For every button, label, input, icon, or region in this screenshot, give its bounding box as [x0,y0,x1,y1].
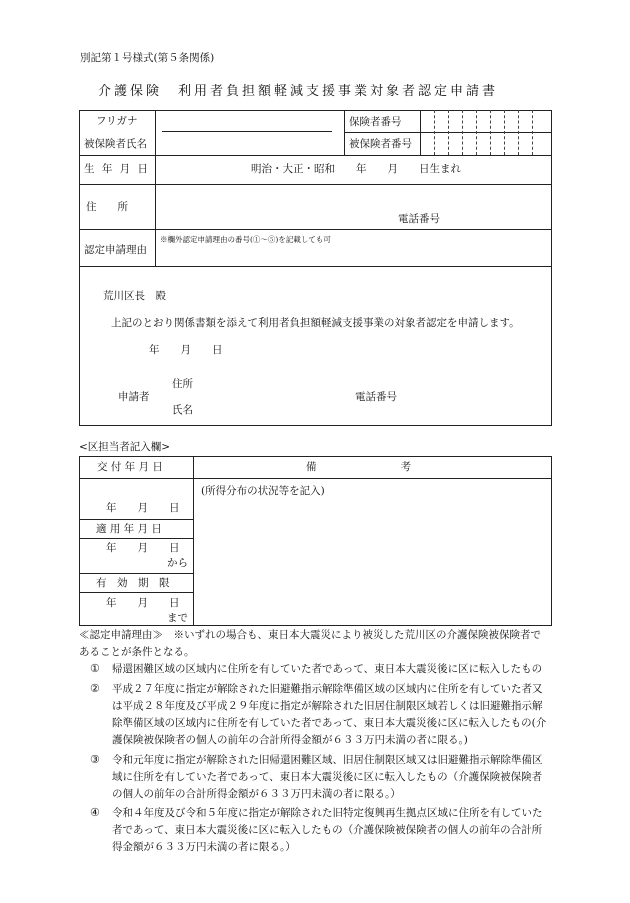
applicant-name-label: 氏名 [172,404,193,416]
reasons-intro-line1: ≪認定申請理由≫ ※いずれの場合も、東日本大震災により被災した荒川区の介護保険被保険者で [79,629,541,641]
from-label: から [167,557,188,569]
insured-name-label: 被保険者氏名 [84,138,147,150]
reason-item-1 [112,661,552,678]
reason-line: は平成２８年度及び平成２９年度に指定が解除された旧居住制限区域若しくは旧避難指示解 [112,700,543,712]
address-label: 住 所 [86,201,128,213]
reason-hint: ※欄外認定申請理由の番号(①～⑤)を記載しても可 [160,235,331,244]
reason-label: 認定申請理由 [84,244,147,256]
reason-item-3 [112,752,552,803]
applicant-label: 申請者 [118,391,150,403]
applicant-phone-field[interactable] [410,386,545,406]
declaration-body: 上記のとおり関係書類を添えて利用者負担額軽減支援事業の対象者認定を申請します。 [111,317,520,329]
reason-line: 得金額が６３３万円未満の者に限る。） [112,841,296,853]
form-number: 別記第１号様式(第５条関係) [80,52,215,64]
reason-line: 域に住所を有していた者であって、東日本大震災後に区に転入したもの（介護保険被保険者 [112,771,543,783]
reason-line: 者であって、東日本大震災後に区に転入したもの（介護保険被保険者の個人の前年の合計所 [112,824,543,836]
reason-number: ④ [90,806,100,819]
apply-date-value[interactable]: 年 月 日 [106,542,180,554]
until-label: まで [167,612,188,624]
reason-line: 平成２７年度に指定が解除された旧避難指示解除準備区域の区域内に住所を有していた者又 [112,683,543,695]
applicant-phone-label: 電話番号 [355,391,397,403]
applicant-address-label: 住所 [172,378,193,390]
reason-line: 令和４年度及び令和５年度に指定が解除された旧特定復興再生拠点区域に住所を有していた [112,807,543,819]
reasons-intro-line2: あることが条件となる。 [79,646,195,658]
remarks-hint: (所得分布の状況等を記入) [201,485,325,497]
remarks-field[interactable] [198,500,546,622]
address-field[interactable] [160,187,545,226]
phone-label: 電話番号 [398,213,440,225]
reason-line: 令和元年度に指定が解除された旧帰還困難区域、旧居住制限区域又は旧避難指示解除準備区 [112,754,543,766]
reason-line: の個人の前年の合計所得金額が６３３万円未満の者に限る。） [112,788,401,800]
insurance-number-label: 保険者番号 [349,116,402,128]
reason-item-4 [112,805,552,856]
insured-number-field[interactable] [421,133,551,154]
validity-date-value[interactable]: 年 月 日 [106,597,180,609]
remarks-label: 備 考 [306,461,411,473]
apply-date-label: 適 用 年 月 日 [96,523,162,535]
reason-number: ② [90,682,100,695]
insured-name-field[interactable] [160,114,340,152]
addressee: 荒川区長 殿 [103,290,166,302]
reason-line: 帰還困難区域の区域内に住所を有していた者であって、東日本大震災後に区に転入したもの [112,663,543,675]
reason-number: ① [90,662,100,675]
declaration-date[interactable]: 年 月 日 [149,344,223,356]
reason-field[interactable] [160,246,545,264]
office-section-heading: <区担当者記入欄> [79,441,171,453]
applicant-address-name-field[interactable] [200,374,345,418]
validity-label: 有 効 期 限 [96,577,170,589]
birthdate-label: 生 年 月 日 [84,163,151,175]
insured-number-label: 被保険者番号 [349,138,412,150]
birthdate-value[interactable]: 明治・大正・昭和 年 月 日生まれ [251,163,461,175]
reason-number: ③ [90,753,100,766]
insurance-number-field[interactable] [421,111,551,132]
page-title: 介護保険 利用者負担額軽減支援事業対象者認定申請書 [98,84,499,99]
reason-item-2 [112,681,552,749]
issue-date-label: 交 付 年 月 日 [97,461,163,473]
furigana-label: フリガナ [96,115,138,127]
reason-line: 護保険被保険者の個人の前年の合計所得金額が６３３万円未満の者に限る。) [112,734,468,746]
reason-line: 除準備区域の区域内に住所を有していた者であって、東日本大震災後に区に転入したもの(介 [112,717,547,729]
issue-date-value[interactable]: 年 月 日 [106,502,180,514]
